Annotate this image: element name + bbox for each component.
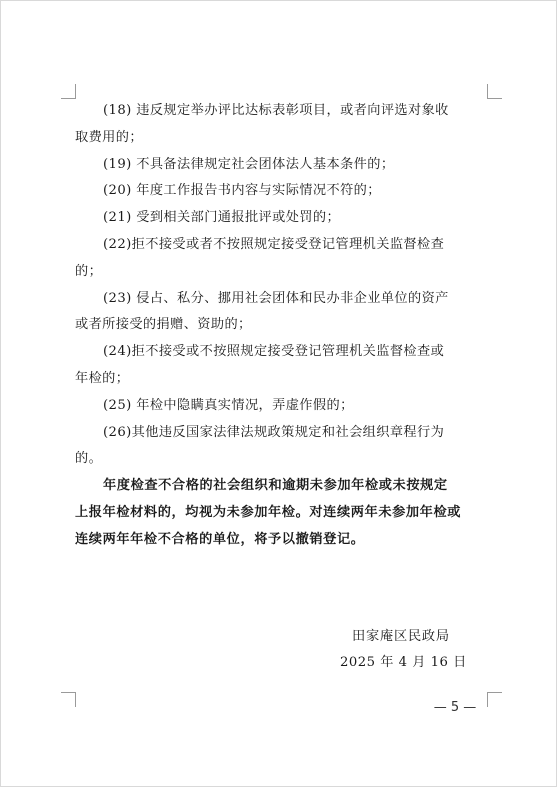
body-line: 或者所接受的捐赠、资助的；: [75, 317, 252, 333]
body-line: 年检的；: [75, 370, 130, 386]
body-line: (26)其他违反国家法律法规政策规定和社会组织章程行为: [103, 424, 445, 440]
body-line: (18) 违反规定举办评比达标表彰项目，或者向评选对象收: [103, 103, 449, 118]
body-line: (21) 受到相关部门通报批评或处罚的；: [103, 210, 341, 226]
body-line: 取费用的；: [75, 129, 143, 145]
summary-paragraph: [75, 473, 487, 553]
summary-line: 上报年检材料的，均视为未参加年检。对连续两年未参加年检或: [75, 504, 462, 520]
body-line: (20) 年度工作报告书内容与实际情况不符的；: [103, 183, 381, 199]
body-line: (23) 侵占、私分、挪用社会团体和民办非企业单位的资产: [103, 290, 449, 306]
signature-organization: 田家庵区民政局: [352, 629, 450, 644]
document-body: [75, 98, 487, 554]
signature-date: 2025 年 4 月 16 日: [340, 655, 467, 670]
body-line: (24)拒不接受或不按照规定接受登记管理机关监督检查或: [103, 344, 445, 360]
body-line: (19) 不具备法律规定社会团体法人基本条件的；: [103, 156, 395, 172]
crop-mark-top-right: [487, 84, 502, 99]
summary-line: 年度检查不合格的社会组织和逾期未参加年检或未按规定: [103, 478, 448, 494]
body-line: 的；: [75, 263, 103, 279]
signature-block: [340, 624, 480, 676]
body-line: 的。: [75, 451, 103, 467]
crop-mark-bottom-left: [61, 692, 76, 707]
crop-mark-bottom-right: [487, 692, 502, 707]
summary-line: 连续两年年检不合格的单位，将予以撤销登记。: [75, 531, 365, 547]
body-line: (22)拒不接受或者不按照规定接受登记管理机关监督检查: [103, 236, 445, 252]
body-line: (25) 年检中隐瞒真实情况，弄虚作假的；: [103, 397, 354, 413]
page-number: — 5 —: [433, 700, 477, 715]
crop-mark-top-left: [61, 84, 76, 99]
